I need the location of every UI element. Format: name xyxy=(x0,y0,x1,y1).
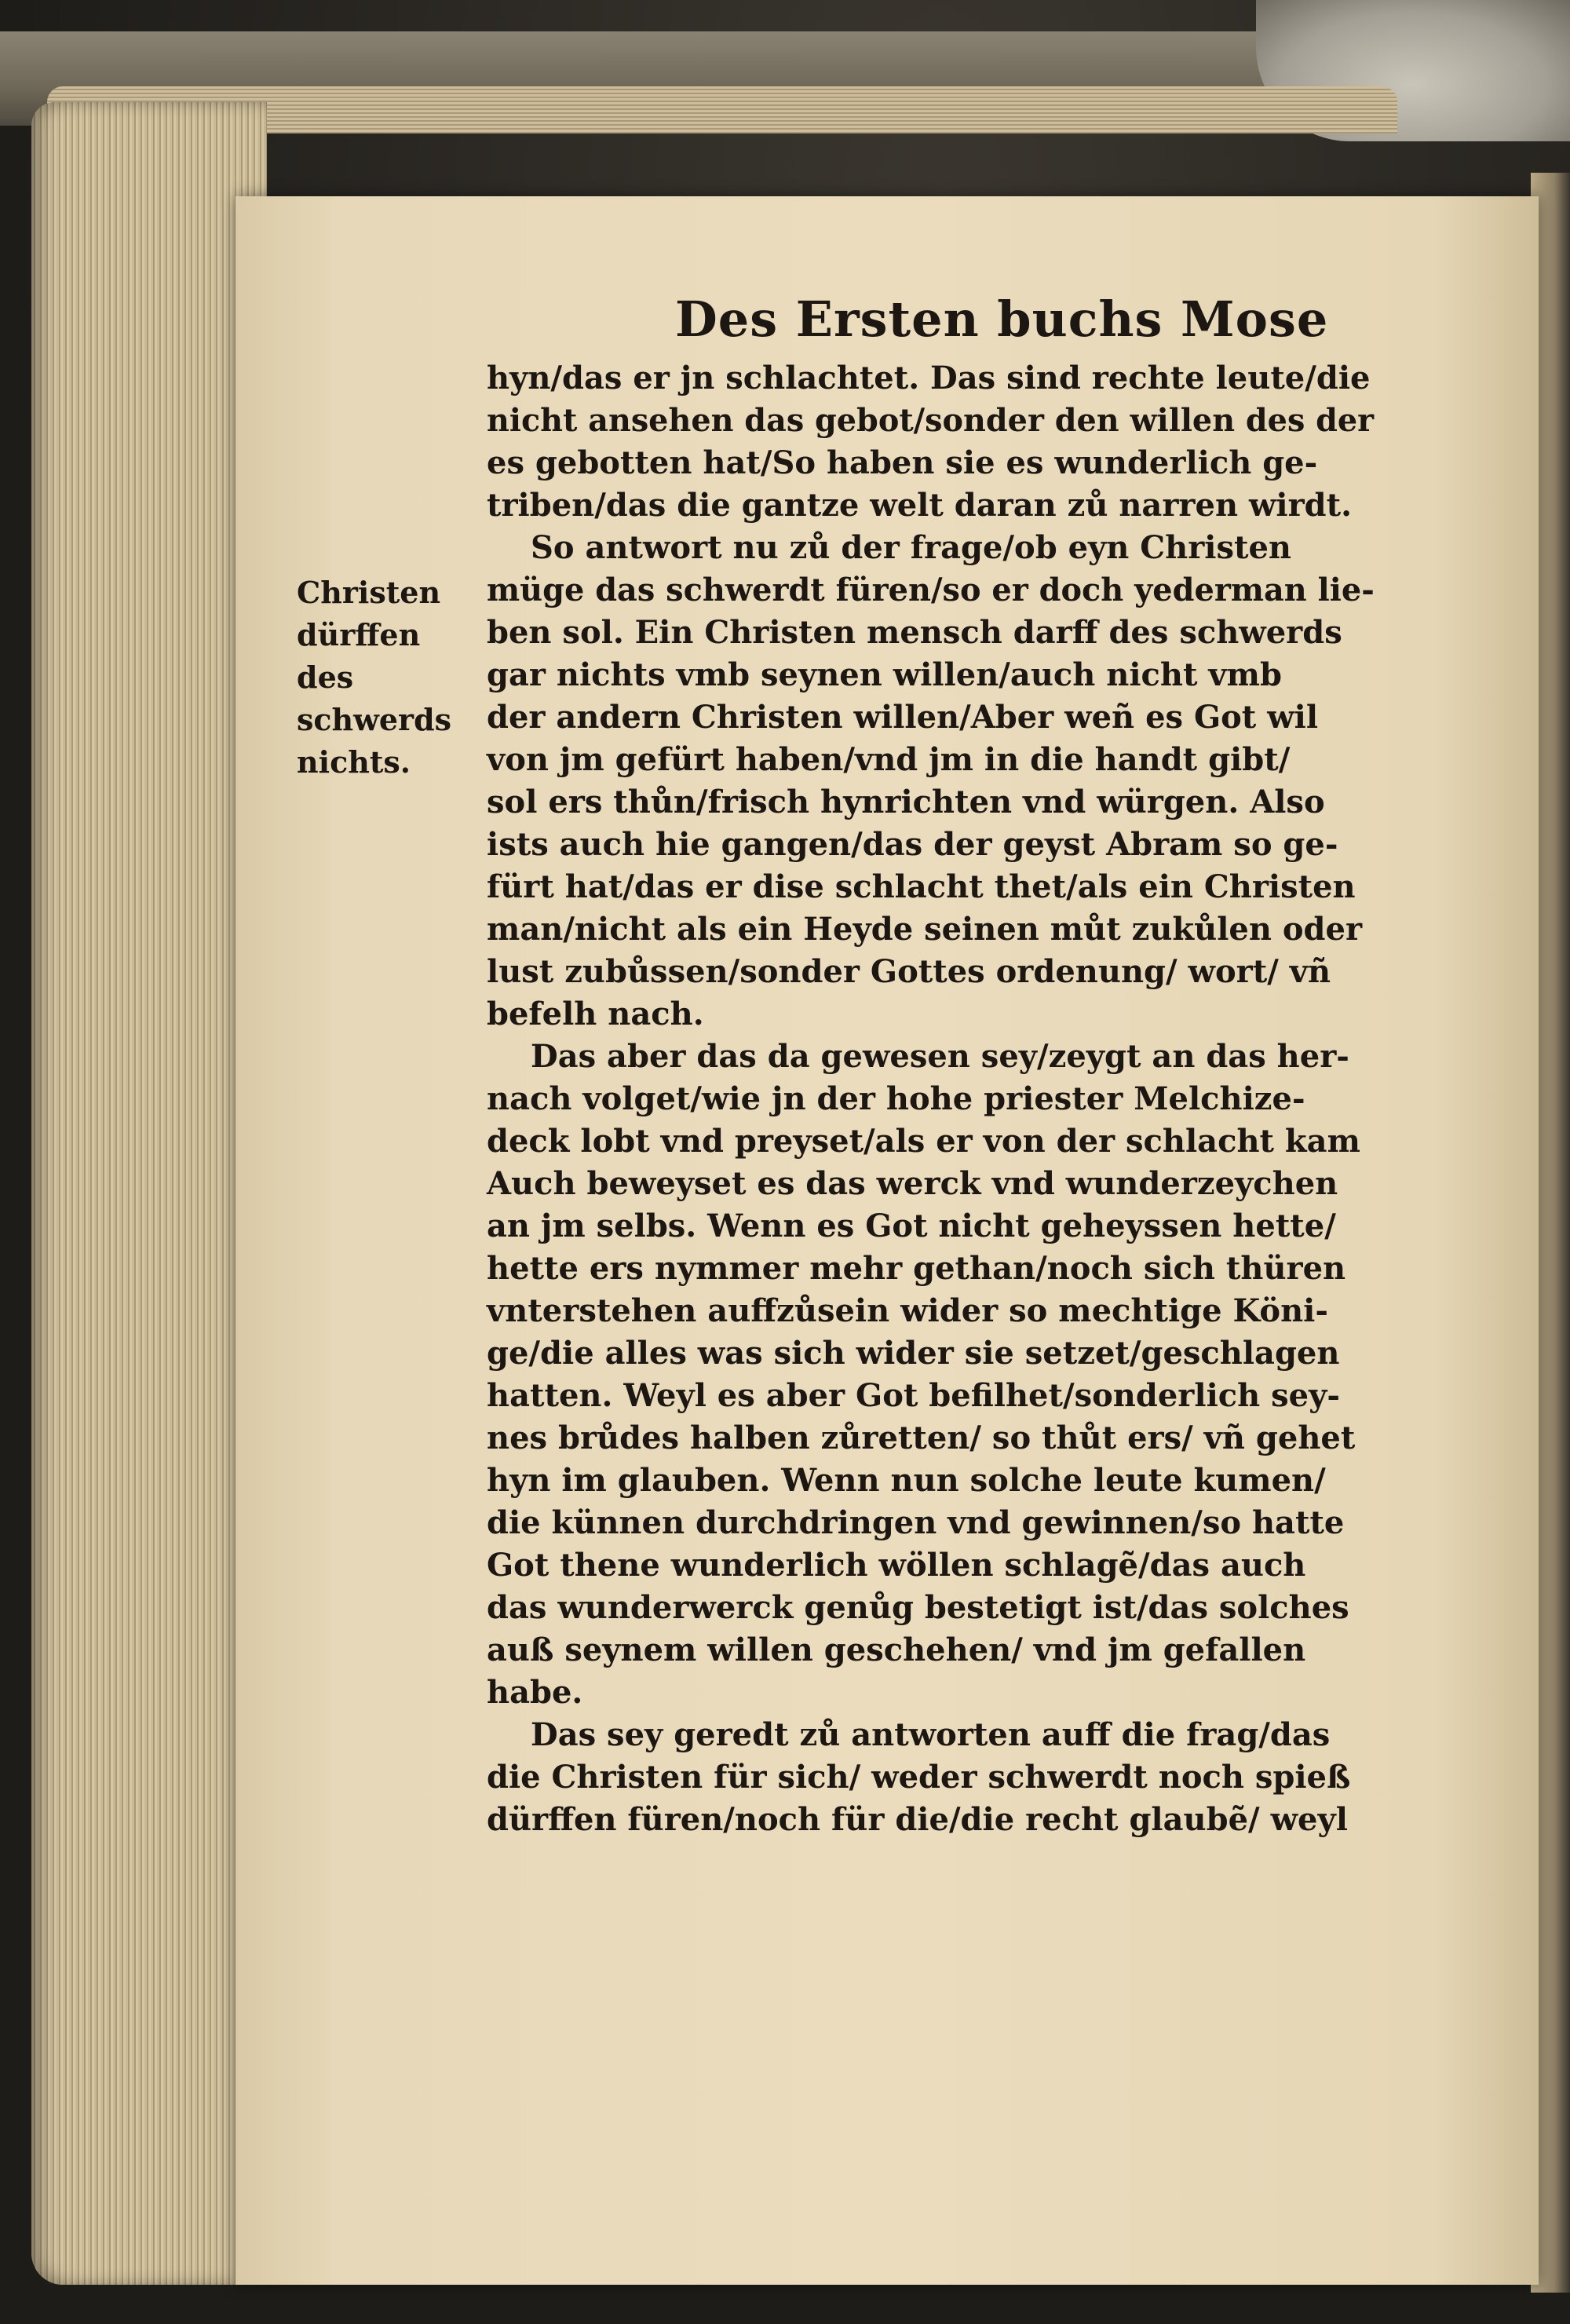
text-line: an jm selbs. Wenn es Got nicht geheyssen hette/ xyxy=(487,1208,1336,1244)
page-text-block xyxy=(236,196,1539,2285)
margin-note xyxy=(297,572,485,784)
margin-note-line: dürffen xyxy=(297,617,421,652)
text-line: man/nicht als ein Heyde seinen můt zukůlen oder xyxy=(487,911,1363,948)
text-line: nes brůdes halben zůretten/ so thůt ers/ vñ gehet xyxy=(487,1420,1356,1456)
text-line: ben sol. Ein Christen mensch darff des schwerds xyxy=(487,614,1342,651)
text-line: nach volget/wie jn der hohe priester Melchize- xyxy=(487,1080,1305,1117)
text-line: Das aber das da gewesen sey/zeygt an das her- xyxy=(531,1038,1349,1075)
text-line: dürffen füren/noch für die/die recht glaubẽ/ weyl xyxy=(487,1801,1348,1838)
text-line: gar nichts vmb seynen willen/auch nicht vmb xyxy=(487,656,1282,693)
text-line: ge/die alles was sich wider sie setzet/geschlagen xyxy=(487,1335,1340,1372)
text-line: die Christen für sich/ weder schwerdt noch spieß xyxy=(487,1759,1351,1796)
margin-note-line: Christen xyxy=(297,575,441,610)
running-head: Des Ersten buchs Mose xyxy=(675,290,1329,348)
margin-note-line: des xyxy=(297,660,354,695)
text-line: habe. xyxy=(487,1674,583,1711)
text-line: auß seynem willen geschehen/ vnd jm gefallen xyxy=(487,1632,1306,1668)
text-line: vnterstehen auffzůsein wider so mechtige Köni- xyxy=(487,1292,1328,1329)
text-line: ists auch hie gangen/das der geyst Abram so ge- xyxy=(487,826,1338,863)
text-line: befelh nach. xyxy=(487,996,704,1032)
margin-note-line: schwerds xyxy=(297,702,452,737)
text-line: es gebotten hat/So haben sie es wunderlich ge- xyxy=(487,444,1318,481)
text-line: hyn im glauben. Wenn nun solche leute kumen/ xyxy=(487,1462,1326,1499)
text-line: So antwort nu zů der frage/ob eyn Christen xyxy=(531,529,1292,566)
text-line: hatten. Weyl es aber Got befilhet/sonderlich sey- xyxy=(487,1377,1340,1414)
text-line: hyn/das er jn schlachtet. Das sind rechte leute/die xyxy=(487,360,1371,396)
margin-note-line: nichts. xyxy=(297,744,411,780)
text-line: lust zubůssen/sonder Gottes ordenung/ wort/ vñ xyxy=(487,953,1331,990)
body-text xyxy=(487,357,1374,1841)
book-page xyxy=(236,196,1539,2285)
text-line: Got thene wunderlich wöllen schlagẽ/das auch xyxy=(487,1547,1306,1584)
text-line: deck lobt vnd preyset/als er von der schlacht kam xyxy=(487,1123,1360,1160)
page-stack-left xyxy=(31,102,267,2285)
text-line: sol ers thůn/frisch hynrichten vnd würgen. Also xyxy=(487,784,1325,820)
text-line: Das sey geredt zů antworten auff die frag/das xyxy=(531,1716,1331,1753)
text-line: von jm gefürt haben/vnd jm in die handt gibt/ xyxy=(487,741,1291,778)
text-line: triben/das die gantze welt daran zů narren wirdt. xyxy=(487,487,1353,524)
text-line: fürt hat/das er dise schlacht thet/als ein Christen xyxy=(487,868,1356,905)
text-line: die künnen durchdringen vnd gewinnen/so hatte xyxy=(487,1504,1345,1541)
text-line: nicht ansehen das gebot/sonder den willen des der xyxy=(487,402,1375,439)
text-line: müge das schwerdt füren/so er doch yederman lie- xyxy=(487,572,1375,608)
text-line: das wunderwerck genůg bestetigt ist/das solches xyxy=(487,1589,1349,1626)
text-line: der andern Christen willen/Aber weñ es Got wil xyxy=(487,699,1319,736)
text-line: hette ers nymmer mehr gethan/noch sich thüren xyxy=(487,1250,1346,1287)
text-line: Auch beweyset es das werck vnd wunderzeychen xyxy=(487,1165,1338,1202)
